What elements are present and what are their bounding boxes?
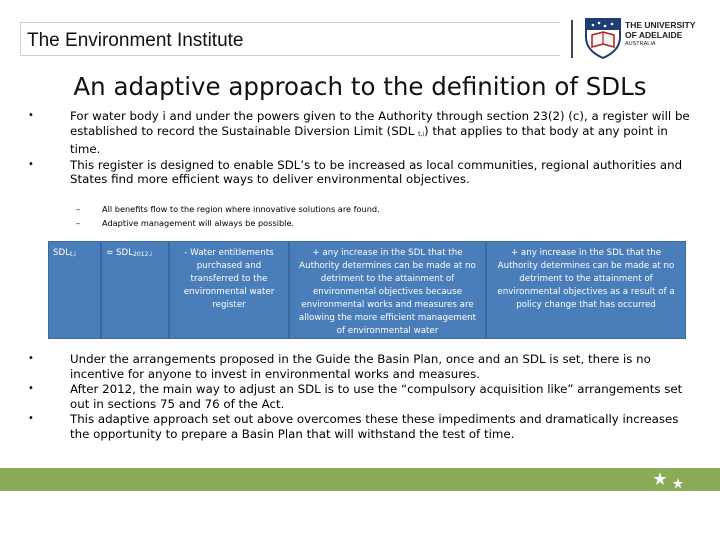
sub-bullet-text: Adaptive management will always be possible. (102, 217, 295, 228)
footer-bar (0, 468, 720, 491)
slide-title: An adaptive approach to the definition of SDLs (73, 72, 647, 101)
bullet-item (28, 109, 698, 157)
sub-bullet-list (76, 203, 380, 230)
bullet-dot-icon: • (28, 158, 34, 170)
top-bullet-list (28, 109, 698, 188)
bullet-dot-icon: • (28, 383, 34, 394)
bullet-item (28, 412, 698, 441)
dash-icon: – (76, 204, 81, 214)
bullet-item (28, 158, 698, 187)
university-line-1: THE UNIVERSITY (625, 20, 696, 30)
bullet-subscript: t,i (418, 130, 425, 138)
sub-bullet-item (76, 203, 380, 217)
bullet-text: This adaptive approach set out above overcomes these these impediments and dramatically increases the opportunity to prepare a Basin Plan that will withstand the test of time. (70, 412, 679, 441)
slide-header (0, 0, 720, 62)
institute-name: The Environment Institute (27, 30, 244, 51)
bullet-dot-icon: • (28, 110, 34, 121)
university-crest-icon (584, 17, 622, 59)
sub-bullet-text: All benefits flow to the region where innovative solutions are found. (102, 204, 380, 214)
bottom-bullet-list (28, 352, 698, 442)
bullet-item (28, 352, 698, 381)
bullet-dot-icon: • (28, 413, 34, 424)
bullet-text-after: ) that applies to that body at any point in time. (70, 123, 668, 156)
equation-box-policy-change: + any increase in the SDL that the Authority determines can be made at no detriment to the attainment of environmental objectives as a result of a policy change that has occurred (486, 241, 686, 339)
bullet-dot-icon: • (28, 353, 34, 364)
bullet-text-before: For water body i and under the powers given to the Authority through section 23(2) (c), a register will be established to record the Sustainable Diversion Limit (SDL (70, 109, 690, 138)
bullet-text: After 2012, the main way to adjust an SDL is to use the “compulsory acquisition like” arrangements set out in sections 75 and 76 of the Act. (70, 382, 683, 411)
dash-icon: – (76, 217, 81, 228)
equation-box-sdl-2012 (101, 241, 169, 339)
bullet-item (28, 382, 698, 411)
equation-box-sdl-ti (48, 241, 101, 339)
bullet-text: Under the arrangements proposed in the Guide the Basin Plan, once and an SDL is set, there is no incentive for anyone to invest in environmental works and measures. (70, 352, 651, 381)
header-divider (571, 20, 573, 58)
sub-bullet-item (76, 217, 380, 231)
equation-term: = SDL (106, 248, 134, 258)
university-line-3: AUSTRALIA (625, 41, 656, 47)
university-wordmark (625, 20, 715, 48)
equation-subscript: 2012,i (133, 251, 152, 258)
university-line-2: OF ADELAIDE (625, 30, 683, 40)
equation-box-water-entitlements: - Water entitlements purchased and transferred to the environmental water register (169, 241, 289, 339)
bullet-text: This register is designed to enable SDL’s to be increased as local communities, regional authorities and States find more efficient ways to deliver environmental objectives. (70, 157, 683, 186)
equation-subscript: t,i (70, 251, 76, 258)
southern-cross-stars-icon (650, 470, 690, 492)
equation-box-works-measures: + any increase in the SDL that the Authority determines can be made at no detriment to the attainment of environmental objectives because environmental works and measures are allowing the more efficient management of environmental water (289, 241, 486, 339)
equation-term: SDL (53, 248, 71, 258)
